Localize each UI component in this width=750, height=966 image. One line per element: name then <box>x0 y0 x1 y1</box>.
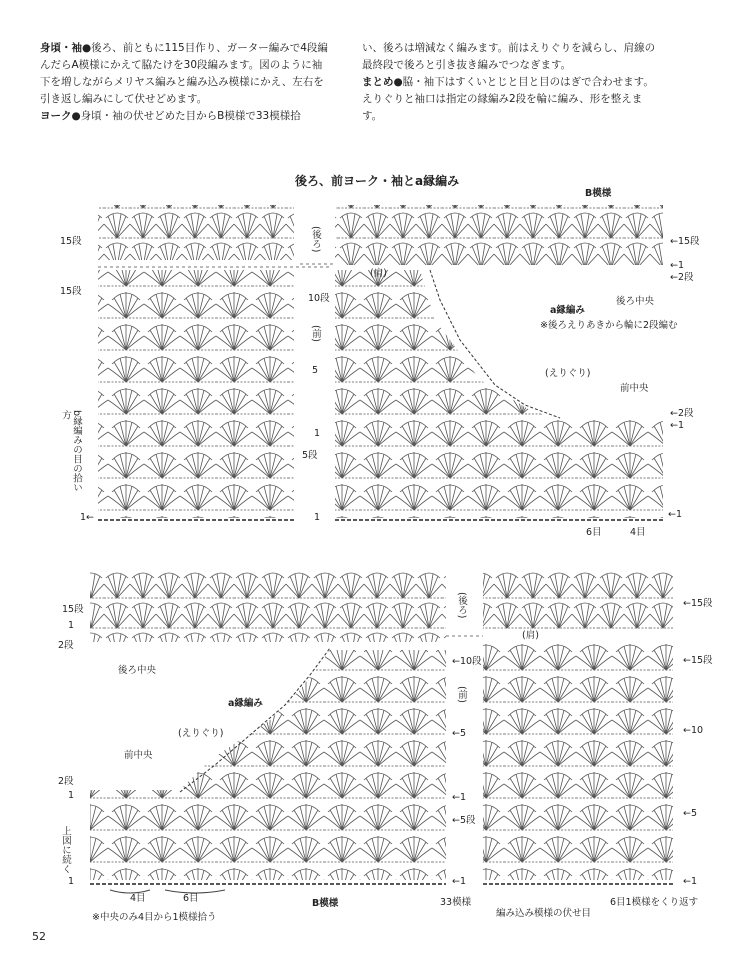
top-row1-left-label: 1← <box>80 512 95 523</box>
bottom-right-sleeve-top <box>483 572 673 632</box>
section-text-yoke: 身頃・袖の伏せどめた目からB模様で33模様拾 <box>80 110 301 122</box>
bottom-left-body <box>90 650 446 880</box>
top-mae-label: (前) <box>310 325 321 342</box>
top-note-label: ※後ろえりあきから輪に2段編む <box>540 320 678 331</box>
bottom-right-sleeve-body <box>483 640 673 880</box>
bottom-row1-mid-label: ←1 <box>452 876 467 887</box>
top-row5dan-label: 5段 <box>302 450 318 461</box>
top-row15-right-label: ←15段 <box>670 236 700 247</box>
top-row5-label: 5 <box>312 365 319 376</box>
top-b-pattern-label: B模様 <box>585 188 612 199</box>
top-row2-right-label: ←2段 <box>670 272 694 283</box>
bottom-row5dan-label: ←5段 <box>452 815 476 826</box>
top-eriguri-label: (えりぐり) <box>545 368 591 379</box>
top-b-edge-pickup-label: b縁編みの目の拾い方 <box>60 410 82 493</box>
bottom-pattern33-label: 33模様 <box>440 897 472 908</box>
bottom-mae-label: (前) <box>456 686 467 703</box>
bottom-row15b-label: ←15段 <box>683 655 713 666</box>
bottom-kata-label: (肩) <box>522 630 539 641</box>
bottom-row10-label: ←10段 <box>452 656 482 667</box>
top-row1-mid-label: 1 <box>314 428 321 439</box>
bottom-row2b-label: 2段 <box>58 776 74 787</box>
bottom-count4-label: 4目 <box>130 893 146 904</box>
bottom-row15-label: 15段 <box>62 604 84 615</box>
top-count6-label: 6目 <box>586 527 602 538</box>
bottom-row1-label: 1 <box>68 620 75 631</box>
top-row1-right-bottom-label: ←1 <box>668 509 683 520</box>
top-mae-center-label: 前中央 <box>620 383 649 394</box>
bottom-row10b-label: ←10 <box>683 725 704 736</box>
page-number: 52 <box>32 930 46 943</box>
top-row2-right-b-label: ←2段 <box>670 408 694 419</box>
top-ushiro-label: (後ろ) <box>310 226 321 253</box>
bottom-repeat-label: 6目1模様をくり返す <box>610 897 699 908</box>
top-kata-label: (肩) <box>370 268 387 279</box>
top-row1-right-label: ←1 <box>670 260 685 271</box>
section-text-finishing: 脇・袖下はすくいとじと目と目のはぎで合わせます。えりぐりと袖口は指定の縁編み2段を輪に編み、形を整えます。 <box>362 76 654 122</box>
section-text-yoke-cont: い、後ろは増減なく編みます。前はえりぐりを減らし、肩線の最終段で後ろと引き抜き編みでつなぎます。 <box>362 42 656 71</box>
bottom-bind-off-label: 編み込み模様の伏せ目 <box>496 908 592 919</box>
bottom-row1b-right-label: ←1 <box>683 876 698 887</box>
diagram-title: 後ろ、前ヨーク・袖とa縁編み <box>295 174 460 188</box>
top-row10-label: 10段 <box>308 293 330 304</box>
bottom-ushiro-center-label: 後ろ中央 <box>118 665 157 676</box>
top-left-row15-label: 15段 <box>60 236 82 247</box>
bottom-mae-center-label: 前中央 <box>124 750 153 761</box>
top-left-sleeve-top <box>98 205 294 260</box>
top-left-row15b-label: 15段 <box>60 286 82 297</box>
bottom-row1-left-label: 1 <box>68 876 75 887</box>
bottom-row1a-label: ←1 <box>452 792 467 803</box>
bottom-eriguri-label: (えりぐり) <box>178 728 224 739</box>
bottom-row5b-label: ←5 <box>683 808 698 819</box>
section-text-body-sleeve: 後ろ、前ともに115目作り、ガーター編みで4段編んだらA模様にかえて脇たけを30段編みます。図のように袖下を増しながらメリヤス編みと編み込み模様にかえ、左右を引き返し編みにして伏せどめます。 <box>40 42 328 105</box>
top-right-yoke-band <box>335 205 663 265</box>
top-left-sleeve-body <box>98 270 294 518</box>
top-count4-label: 4目 <box>630 527 646 538</box>
bottom-a-edge-label: a縁編み <box>228 698 263 709</box>
top-row1-right-b-label: ←1 <box>670 420 685 431</box>
bottom-row5-label: ←5 <box>452 728 467 739</box>
bottom-pattern-brace <box>110 890 225 893</box>
bottom-note-label: ※中央のみ4目から1模様拾う <box>92 912 217 923</box>
bottom-decrease-label: 上図に続く <box>60 826 71 874</box>
section-head-yoke: ヨーク● <box>40 110 81 122</box>
bottom-row15a-label: ←15段 <box>683 598 713 609</box>
bottom-ushiro-label: (後ろ) <box>456 592 467 619</box>
section-head-finishing: まとめ● <box>362 76 403 88</box>
top-right-body <box>335 270 663 518</box>
bottom-b-pattern-label: B模様 <box>312 898 339 909</box>
top-row1-mid-bottom-label: 1 <box>314 512 321 523</box>
bottom-count6-label: 6目 <box>183 893 199 904</box>
bottom-left-yoke-band <box>90 572 446 642</box>
section-head-body-sleeve: 身頃・袖● <box>40 42 92 54</box>
top-a-edge-label: a縁編み <box>550 305 585 316</box>
top-ushiro-center-label: 後ろ中央 <box>616 296 655 307</box>
bottom-row1b-label: 1 <box>68 790 75 801</box>
top-dashed-shoulder-line <box>98 264 335 267</box>
bottom-row2-label: 2段 <box>58 640 74 651</box>
